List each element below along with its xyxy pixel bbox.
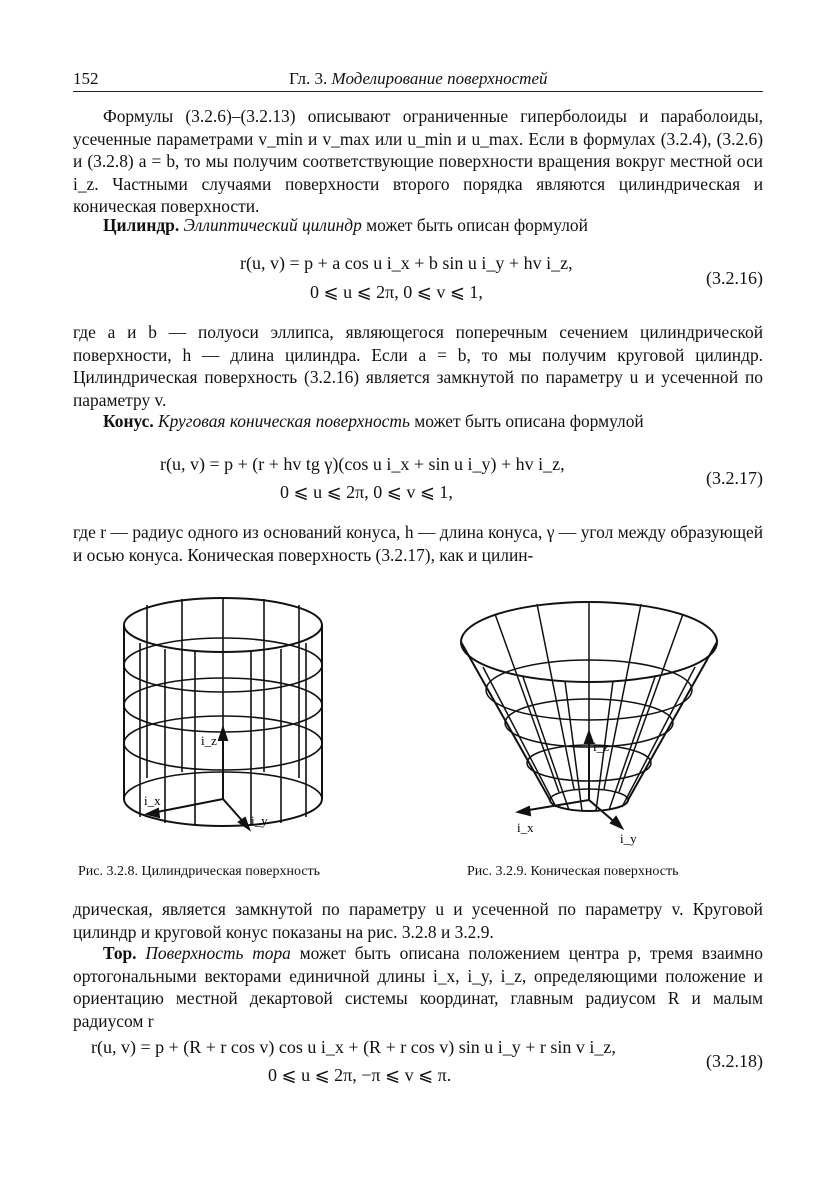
running-title xyxy=(289,69,548,89)
equation-3-2-18-line1: r(u, v) = p + (R + r cos v) cos u i_x + (R + r cos v) sin u i_y + r sin v i_z, xyxy=(91,1037,616,1057)
cone-heading: Конус. xyxy=(103,411,154,431)
paragraph-cylinder-description: где a и b — полуоси эллипса, являющегося поперечным сечением цилиндрической поверхности, h — длина цилиндра. Если a = b, то мы получим круговой цилиндр. Цилиндрическая поверхность (3.2.16) является замкнутой по параметру u и усеченной по параметру v. xyxy=(73,322,763,410)
cone-term: Круговая коническая поверхность xyxy=(158,411,410,431)
equation-3-2-17 xyxy=(73,454,763,506)
cylinder-axes xyxy=(147,728,249,829)
torus-text: может быть описана положением центра p, тремя взаимно ортогональными векторами единичной длины i_x, i_y, i_z, определяющими положение и ориентацию местной декартовой системы координат, главным радиусом R и малым радиусом r xyxy=(73,943,763,1031)
axis-label-z: i_z xyxy=(593,739,609,754)
figure-cone xyxy=(455,585,725,855)
figure-cylinder xyxy=(112,585,352,855)
figure-cone-caption: Рис. 3.2.9. Коническая поверхность xyxy=(467,864,679,879)
paragraph-cone-intro xyxy=(73,410,763,433)
paragraph-cylinder-intro xyxy=(73,214,763,237)
paragraph-after-figures: дрическая, является замкнутой по параметру u и усеченной по параметру v. Круговой цилиндр и круговой конус показаны на рис. 3.2.8 и 3.2.9. xyxy=(73,899,763,942)
axis-label-x: i_x xyxy=(517,820,534,835)
cylinder-heading: Цилиндр. xyxy=(103,215,180,235)
paragraph-cone-description: где r — радиус одного из оснований конуса, h — длина конуса, γ — угол между образующей и осью конуса. Коническая поверхность (3.2.17), как и цилин- xyxy=(73,522,763,565)
equation-3-2-17-line2: 0 ⩽ u ⩽ 2π, 0 ⩽ v ⩽ 1, xyxy=(280,482,453,502)
cylinder-intro: может быть описан формулой xyxy=(366,215,588,235)
axis-label-z: i_z xyxy=(201,733,217,748)
paragraph-torus xyxy=(73,942,763,1032)
torus-term: Поверхность тора xyxy=(145,943,291,963)
equation-number: (3.2.18) xyxy=(706,1051,763,1071)
equation-3-2-17-line1: r(u, v) = p + (r + hv tg γ)(cos u i_x + sin u i_y) + hv i_z, xyxy=(160,454,565,474)
equation-3-2-18-line2: 0 ⩽ u ⩽ 2π, −π ⩽ v ⩽ π. xyxy=(268,1065,452,1085)
chapter-number: Гл. 3. xyxy=(289,69,328,88)
paragraph-quadrics: Формулы (3.2.6)–(3.2.13) описывают ограниченные гиперболоиды и параболоиды, усеченные параметрами v_min и v_max или u_min и u_max. Если в формулах (3.2.4), (3.2.6) и (3.2.8) a = b, то мы получим соответствующие поверхности вращения вокруг местной оси i_z. Частными случаями поверхности второго порядка являются цилиндрическая и коническая поверхности. xyxy=(73,106,763,216)
equation-number: (3.2.17) xyxy=(706,468,763,488)
equation-3-2-16-line2: 0 ⩽ u ⩽ 2π, 0 ⩽ v ⩽ 1, xyxy=(310,282,483,302)
figure-cylinder-caption: Рис. 3.2.8. Цилиндрическая поверхность xyxy=(78,864,321,879)
axis-label-y: i_y xyxy=(620,831,637,846)
equation-3-2-16-line1: r(u, v) = p + a cos u i_x + b sin u i_y + hv i_z, xyxy=(240,253,573,273)
torus-heading: Тор. xyxy=(103,943,137,963)
equation-3-2-16 xyxy=(73,253,763,305)
equation-number: (3.2.16) xyxy=(706,268,763,288)
axis-label-x: i_x xyxy=(144,793,161,808)
equation-3-2-18 xyxy=(73,1037,763,1089)
cone-intro: может быть описана формулой xyxy=(414,411,644,431)
axis-label-y: i_y xyxy=(251,813,268,828)
running-header xyxy=(73,69,763,92)
page-number: 152 xyxy=(73,69,99,88)
cylinder-term: Эллиптический цилиндр xyxy=(183,215,362,235)
chapter-title: Моделирование поверхностей xyxy=(331,69,548,88)
